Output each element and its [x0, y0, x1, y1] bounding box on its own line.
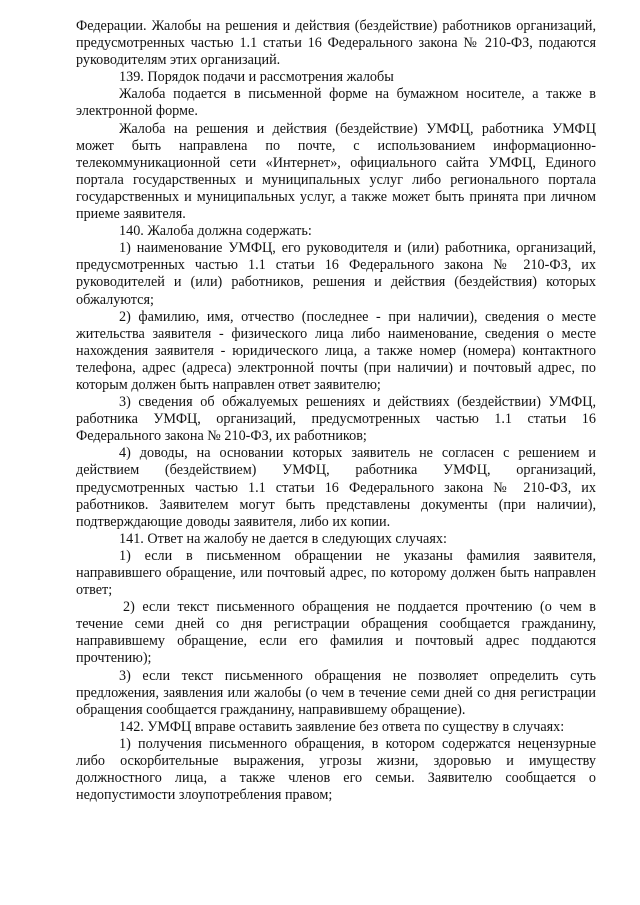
section-heading-141: 141. Ответ на жалобу не дается в следующих случаях: [119, 530, 447, 547]
document-page [76, 18, 596, 804]
list-item-142-1: 1) получения письменного обращения, в котором содержатся нецензурные либо оскорбительные выражения, угрозы жизни, здоровью и имуществу должностного лица, а также членов его семьи. Заявителю сообщается о недопустимости злоупотребления правом; [76, 735, 596, 804]
section-heading-140: 140. Жалоба должна содержать: [119, 223, 312, 240]
paragraph-continuation: Федерации. Жалобы на решения и действия (бездействие) работников организаций, предусмотренных частью 1.1 статьи 16 Федерального закона № 210-ФЗ, подаются руководителям этих организаций. [76, 18, 596, 69]
paragraph-written-form: Жалоба подается в письменной форме на бумажном носителе, а также в электронной форме. [76, 86, 596, 120]
paragraph-submission-channels: Жалоба на решения и действия (бездействие) УМФЦ, работника УМФЦ может быть направлена по почте, с использованием информационно-телекоммуникационной сети «Интернет», официального сайта УМФЦ, Единого портала государственных и муниципальных услуг либо регионального портала государственных и муниципальных услуг, а также может быть принята при личном приеме заявителя. [76, 120, 596, 223]
list-item-141-2: 2) если текст письменного обращения не поддается прочтению (о чем в течение семи дней со дня регистрации обращения сообщается гражданину, направившему обращение, если его фамилия и почтовый адрес поддаются прочтению); [76, 599, 596, 667]
list-item-140-2: 2) фамилию, имя, отчество (последнее - при наличии), сведения о месте жительства заявителя - физического лица либо наименование, сведения о месте нахождения заявителя - юридического лица, а также номер (номера) контактного телефона, адрес (адреса) электронной почты (при наличии) и почтовый адрес, по которым должен быть направлен ответ заявителю; [76, 308, 596, 393]
list-item-140-3: 3) сведения об обжалуемых решениях и действиях (бездействии) УМФЦ, работника УМФЦ, организаций, предусмотренных частью 1.1 статьи 16 Федерального закона № 210-ФЗ, их работников; [76, 394, 596, 445]
list-item-141-3: 3) если текст письменного обращения не позволяет определить суть предложения, заявления или жалобы (о чем в течение семи дней со дня регистрации обращения сообщается гражданину, направившему обращение). [76, 667, 596, 718]
list-item-140-4: 4) доводы, на основании которых заявитель не согласен с решением и действием (бездействием) УМФЦ, работника УМФЦ, организаций, предусмотренных частью 1.1 статьи 16 Федерального закона № 210-ФЗ, их работников. Заявителем могут быть представлены документы (при наличии), подтверждающие доводы заявителя, либо их копии. [76, 445, 596, 530]
section-heading-139: 139. Порядок подачи и рассмотрения жалобы [119, 69, 394, 86]
section-heading-142: 142. УМФЦ вправе оставить заявление без ответа по существу в случаях: [119, 718, 565, 735]
list-item-140-1: 1) наименование УМФЦ, его руководителя и (или) работника, организаций, предусмотренных частью 1.1 статьи 16 Федерального закона № 210-ФЗ, их руководителей и (или) работников, решения и действия (бездействия) которых обжалуются; [76, 240, 596, 308]
list-item-141-1: 1) если в письменном обращении не указаны фамилия заявителя, направившего обращение, или почтовый адрес, по которому должен быть направлен ответ; [76, 547, 596, 599]
